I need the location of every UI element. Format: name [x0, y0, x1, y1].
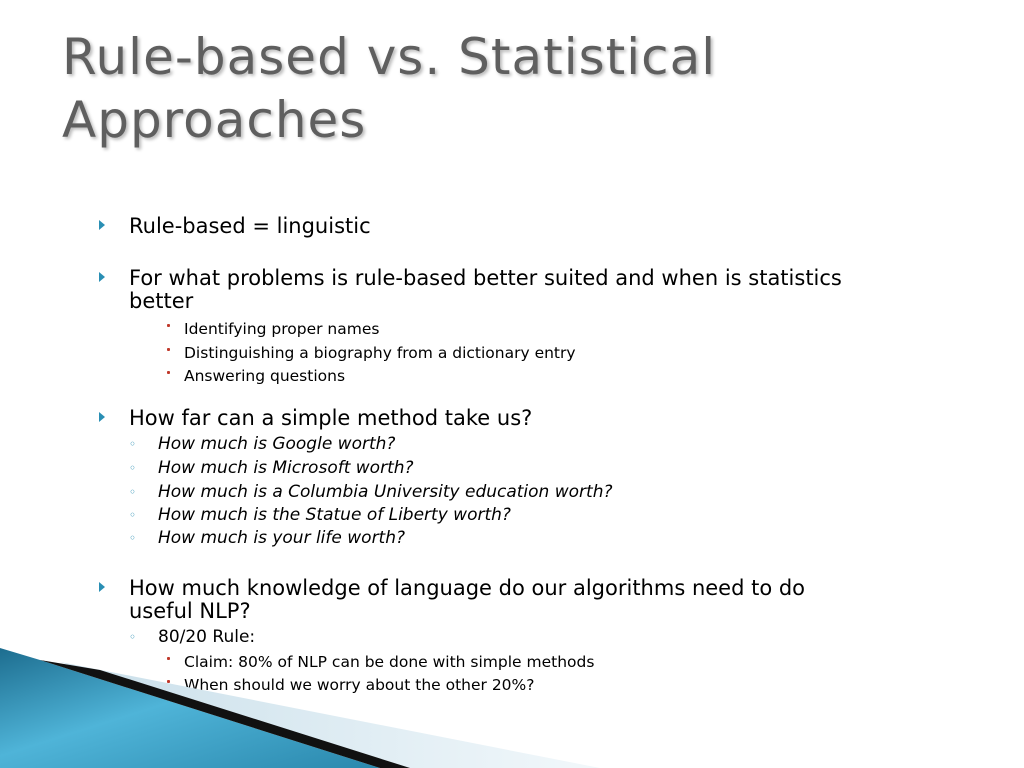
- slide-title-line1: Rule-based vs. Statistical: [62, 28, 717, 86]
- circle-bullet-icon: ◦: [129, 630, 137, 644]
- question-text: How much is Microsoft worth?: [158, 458, 414, 478]
- swoosh-blue-band: [0, 648, 380, 768]
- rule-point-text: Claim: 80% of NLP can be done with simple methods: [184, 653, 595, 671]
- bullet-text-line2: useful NLP?: [129, 599, 251, 623]
- question-text: How much is Google worth?: [158, 434, 396, 454]
- rule-point-text: When should we worry about the other 20%?: [184, 676, 535, 694]
- sub-bullet-text: Identifying proper names: [184, 320, 380, 338]
- bullet-text-line1: For what problems is rule-based better suited and when is statistics: [129, 266, 842, 290]
- slide-title-line2: Approaches: [62, 91, 367, 149]
- bullet-text-line2: better: [129, 289, 194, 313]
- question-text: How much is your life worth?: [158, 528, 406, 548]
- circle-bullet-icon: ◦: [129, 531, 137, 545]
- bullet-text: Rule-based = linguistic: [129, 214, 371, 238]
- bullet-text-line1: How much knowledge of language do our algorithms need to do: [129, 576, 806, 600]
- sub-bullet-text: Distinguishing a biography from a dictionary entry: [184, 344, 576, 362]
- question-text: How much is the Statue of Liberty worth?: [158, 505, 511, 525]
- sub-bullet-text: Answering questions: [184, 367, 346, 385]
- circle-bullet-icon: ◦: [129, 508, 137, 522]
- circle-bullet-icon: ◦: [129, 437, 137, 451]
- question-text: How much is a Columbia University education worth?: [158, 482, 613, 502]
- circle-bullet-icon: ◦: [129, 461, 137, 475]
- bullet-text: How far can a simple method take us?: [129, 406, 533, 430]
- circle-bullet-icon: ◦: [129, 485, 137, 499]
- rule-text: 80/20 Rule:: [158, 627, 256, 647]
